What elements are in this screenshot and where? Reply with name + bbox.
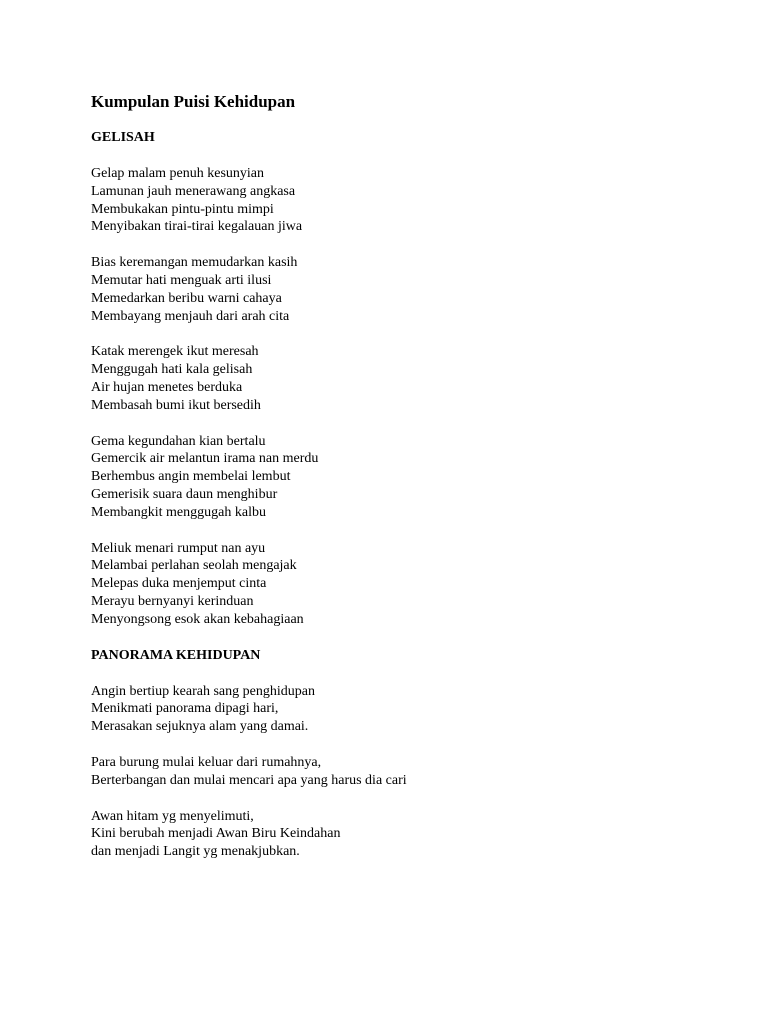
poem-title: PANORAMA KEHIDUPAN bbox=[91, 647, 261, 663]
poem-line: Awan hitam yg menyelimuti, bbox=[91, 808, 254, 824]
poem-line: Kini berubah menjadi Awan Biru Keindahan bbox=[91, 826, 341, 842]
poem-line: Gelap malam penuh kesunyian bbox=[91, 166, 265, 181]
poem-line: Menggugah hati kala gelisah bbox=[91, 362, 253, 378]
poem-line: Para burung mulai keluar dari rumahnya, bbox=[91, 754, 322, 770]
document-title: Kumpulan Puisi Kehidupan bbox=[91, 92, 296, 111]
stanza bbox=[91, 433, 711, 522]
poem-line: Air hujan menetes berduka bbox=[91, 379, 243, 395]
stanza bbox=[91, 343, 711, 414]
poem-line: Melepas duka menjemput cinta bbox=[91, 576, 267, 592]
poem-title: GELISAH bbox=[91, 130, 155, 145]
poem-panorama-kehidupan bbox=[91, 647, 711, 861]
poem-line: Menyongsong esok akan kebahagiaan bbox=[91, 611, 304, 627]
stanza bbox=[91, 165, 711, 236]
poem-line: Memedarkan beribu warni cahaya bbox=[91, 290, 282, 306]
poem-line: Membukakan pintu-pintu mimpi bbox=[91, 201, 274, 217]
poem-line: Lamunan jauh menerawang angkasa bbox=[91, 183, 296, 199]
poem-line: Gemercik air melantun irama nan merdu bbox=[91, 451, 319, 467]
poem-line: Merasakan sejuknya alam yang damai. bbox=[91, 719, 309, 735]
poem-line: Merayu bernyanyi kerinduan bbox=[91, 593, 254, 609]
document-page bbox=[91, 92, 711, 879]
poem-line: Bias keremangan memudarkan kasih bbox=[91, 255, 298, 271]
poem-line: Membangkit menggugah kalbu bbox=[91, 504, 266, 520]
poem-line: Berhembus angin membelai lembut bbox=[91, 469, 291, 485]
poem-line: Gemerisik suara daun menghibur bbox=[91, 486, 278, 502]
stanza bbox=[91, 254, 711, 325]
poem-line: Membasah bumi ikut bersedih bbox=[91, 397, 261, 413]
poem-line: Meliuk menari rumput nan ayu bbox=[91, 540, 266, 556]
poem-line: Berterbangan dan mulai mencari apa yang harus dia cari bbox=[91, 772, 407, 788]
stanza bbox=[91, 683, 711, 736]
poem-gelisah bbox=[91, 129, 711, 629]
poem-line: Melambai perlahan seolah mengajak bbox=[91, 558, 297, 574]
poem-line: Membayang menjauh dari arah cita bbox=[91, 308, 290, 324]
stanza bbox=[91, 540, 711, 629]
poem-line: Menyibakan tirai-tirai kegalauan jiwa bbox=[91, 219, 303, 235]
poem-line: Memutar hati menguak arti ilusi bbox=[91, 272, 272, 288]
poem-line: dan menjadi Langit yg menakjubkan. bbox=[91, 844, 300, 860]
stanza bbox=[91, 754, 711, 790]
poem-line: Menikmati panorama dipagi hari, bbox=[91, 701, 279, 717]
poem-line: Angin bertiup kearah sang penghidupan bbox=[91, 683, 315, 699]
poem-line: Katak merengek ikut meresah bbox=[91, 344, 259, 360]
stanza bbox=[91, 808, 711, 861]
poem-line: Gema kegundahan kian bertalu bbox=[91, 433, 266, 449]
